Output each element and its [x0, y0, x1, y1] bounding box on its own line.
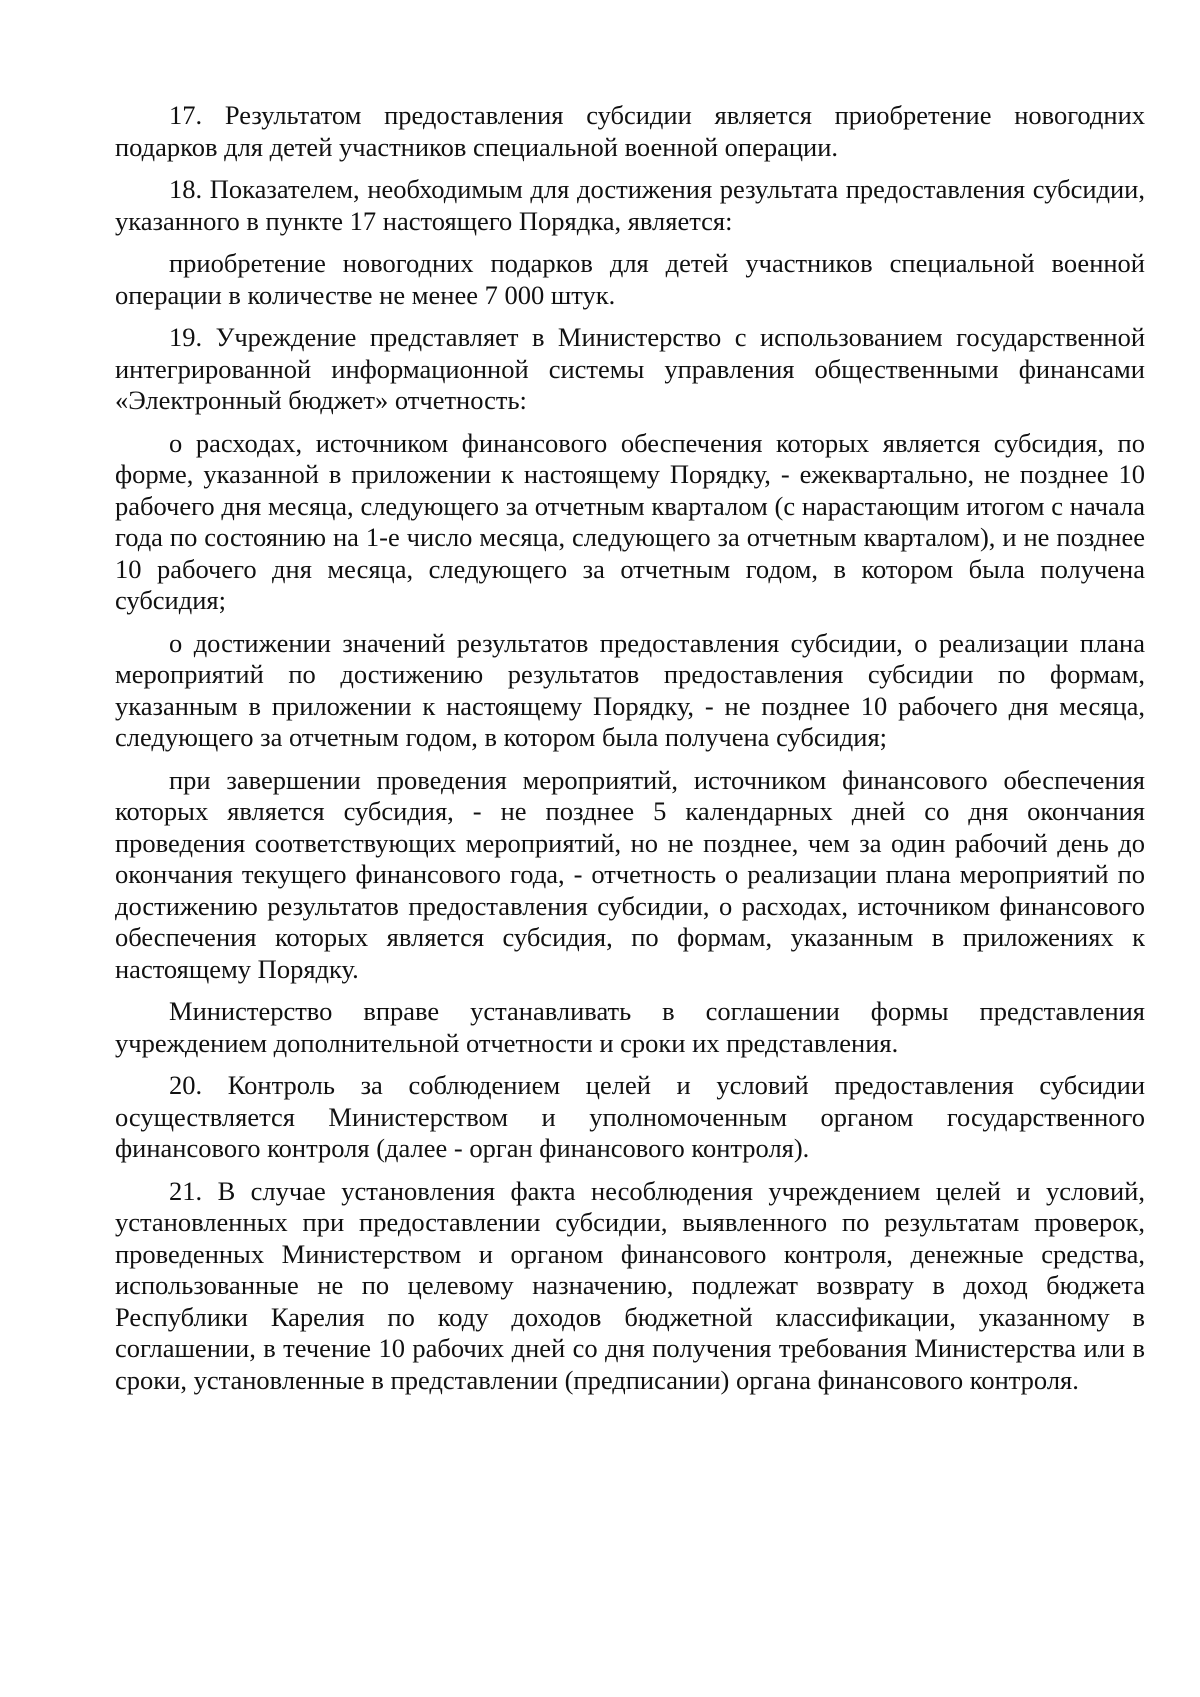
- document-body: [115, 100, 1145, 1407]
- paragraph-19-expenses-report: о расходах, источником финансового обеспечения которых является субсидия, по форме, указанной в приложении к настоящему Порядку, - ежеквартально, не позднее 10 рабочего дня месяца, следующего за отчетным кварталом (с нарастающим итогом с начала года по состоянию на 1-е число месяца, следующего за отчетным кварталом), и не позднее 10 рабочего дня месяца, следующего за отчетным годом, в котором была получена субсидия;: [115, 427, 1145, 615]
- paragraph-20-control: 20. Контроль за соблюдением целей и условий предоставления субсидии осуществляется Министерством и уполномоченным органом государственного финансового контроля (далее - орган финансового контроля).: [115, 1070, 1145, 1163]
- paragraph-19-reporting: 19. Учреждение представляет в Министерство с использованием государственной интегрированной информационной системы управления общественными финансами «Электронный бюджет» отчетность:: [115, 322, 1145, 415]
- paragraph-18-indicator: 18. Показателем, необходимым для достижения результата предоставления субсидии, указанного в пункте 17 настоящего Порядка, является:: [115, 174, 1145, 236]
- paragraph-19-results-report: о достижении значений результатов предоставления субсидии, о реализации плана мероприятий по достижению результатов предоставления субсидии по формам, указанным в приложении к настоящему Порядку, - не позднее 10 рабочего дня месяца, следующего за отчетным годом, в котором была получена субсидия;: [115, 627, 1145, 752]
- paragraph-17-result: 17. Результатом предоставления субсидии является приобретение новогодних подарков для детей участников специальной военной операции.: [115, 100, 1145, 162]
- paragraph-21-refund: 21. В случае установления факта несоблюдения учреждением целей и условий, установленных при предоставлении субсидии, выявленного по результатам проверок, проведенных Министерством и органом финансового контроля, денежные средства, использованные не по целевому назначению, подлежат возврату в доход бюджета Республики Карелия по коду доходов бюджетной классификации, указанному в соглашении, в течение 10 рабочих дней со дня получения требования Министерства или в сроки, установленные в представлении (предписании) органа финансового контроля.: [115, 1175, 1145, 1395]
- paragraph-18-indicator-value: приобретение новогодних подарков для детей участников специальной военной операции в количестве не менее 7 000 штук.: [115, 248, 1145, 310]
- paragraph-19-completion-report: при завершении проведения мероприятий, источником финансового обеспечения которых является субсидия, - не позднее 5 календарных дней со дня окончания проведения соответствующих мероприятий, но не позднее, чем за один рабочий день до окончания текущего финансового года, - отчетность о реализации плана мероприятий по достижению результатов предоставления субсидии, о расходах, источником финансового обеспечения которых является субсидия, по формам, указанным в приложениях к настоящему Порядку.: [115, 764, 1145, 984]
- paragraph-19-additional-reporting: Министерство вправе устанавливать в соглашении формы представления учреждением дополнительной отчетности и сроки их представления.: [115, 996, 1145, 1058]
